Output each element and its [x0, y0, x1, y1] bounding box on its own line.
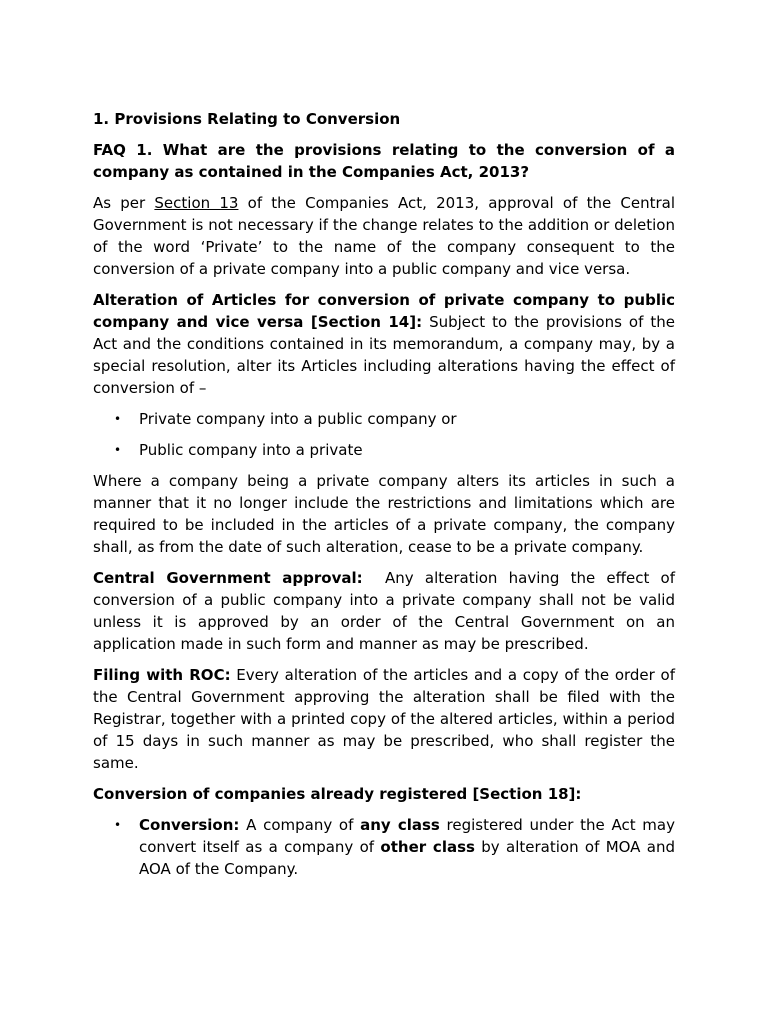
central-government-text: Any alteration having the effect of conversion of a public company into a private company shall not be valid unless it is approved by an order of the Central Government on an application made in such form and manner as may be prescribed.	[93, 569, 675, 653]
filing-roc-heading: Filing with ROC:	[93, 666, 231, 684]
list-item	[93, 814, 675, 880]
other-class-term: other class	[380, 838, 475, 856]
list-item: • Private company into a public company or	[93, 408, 675, 430]
para1-pre: As per	[93, 194, 155, 212]
section-13-link[interactable]: Section 13	[154, 194, 239, 212]
section-14-heading: Alteration of Articles for conversion of private company to public company and vice versa [Section 14]:	[93, 291, 675, 331]
faq-question: FAQ 1. What are the provisions relating to the conversion of a company as contained in the Companies Act, 2013?	[93, 141, 675, 181]
central-government-heading: Central Government approval:	[93, 569, 363, 587]
paragraph-section-13	[93, 192, 675, 280]
conversion-text-3: by alteration of MOA and AOA of the Company.	[139, 838, 675, 878]
conversion-text-2: registered under the Act may convert itself as a company of	[139, 816, 675, 856]
paragraph-section-14	[93, 289, 675, 399]
filing-roc-text: Every alteration of the articles and a copy of the order of the Central Government approving the alteration shall be filed with the Registrar, together with a printed copy of the altered articles, within a period of 15 days in such manner as may be prescribed, who shall register the same.	[93, 666, 675, 772]
conversion-text-1: A company of	[239, 816, 361, 834]
paragraph-private-cease: Where a company being a private company alters its articles in such a manner that it no longer include the restrictions and limitations which are required to be included in the articles of a private company, the company shall, as from the date of such alteration, cease to be a private company.	[93, 472, 675, 556]
conversion-type-list	[93, 408, 675, 461]
conversion-label: Conversion:	[139, 816, 240, 834]
any-class-term: any class	[360, 816, 440, 834]
paragraph-filing-roc	[93, 664, 675, 774]
section-14-text: Subject to the provisions of the Act and the conditions contained in its memorandum, a company may, by a special resolution, alter its Articles including alterations having the effect of conversion of –	[93, 313, 675, 397]
document-page	[93, 108, 675, 889]
section-18-heading: Conversion of companies already registered [Section 18]:	[93, 785, 582, 803]
list-item: • Public company into a private	[93, 439, 675, 461]
section-heading: 1. Provisions Relating to Conversion	[93, 110, 401, 128]
section-18-list	[93, 814, 675, 880]
paragraph-central-government	[93, 567, 675, 655]
para1-post: of the Companies Act, 2013, approval of the Central Government is not necessary if the change relates to the addition or deletion of the word ‘Private’ to the name of the company consequent to the conversion of a private company into a public company and vice versa.	[93, 194, 676, 278]
